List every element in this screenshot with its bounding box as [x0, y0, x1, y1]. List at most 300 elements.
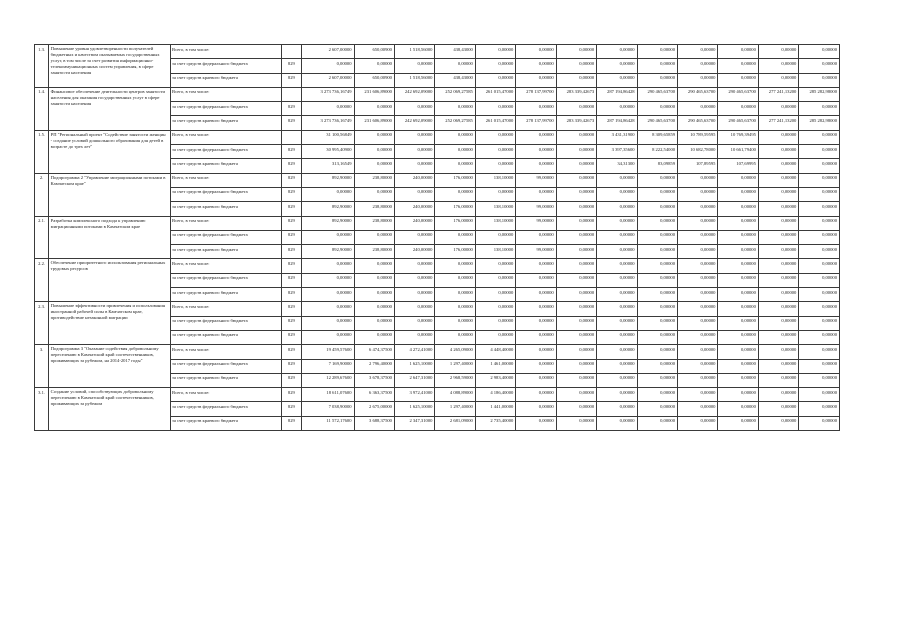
- year-amount: 0,00000: [516, 373, 556, 387]
- year-amount: 0,00000: [435, 187, 475, 201]
- year-amount: 34,31300: [597, 159, 637, 173]
- year-amount: 0,00000: [516, 145, 556, 159]
- grbs-code: 829: [281, 230, 301, 244]
- funding-source: за счет средств федерального бюджета: [170, 316, 281, 330]
- table-row: [35, 173, 840, 187]
- year-amount: 0,00000: [394, 187, 434, 201]
- year-amount: 0,00000: [758, 202, 798, 216]
- year-amount: 0,00000: [556, 245, 596, 259]
- table-row: [35, 259, 840, 273]
- year-amount: 0,00000: [597, 388, 637, 402]
- section-name: Повышение уровня удовлетворенности получателей бюджетных и качеством оказываемых государственных услуг, в том числе за счет развития информационно-телекоммуникационных систем управления, в сфере занятости населения: [49, 45, 170, 88]
- total-amount: 31 100,56849: [301, 130, 354, 144]
- year-amount: 10 789,59595: [678, 130, 718, 144]
- year-amount: 0,00000: [637, 59, 677, 73]
- year-amount: 0,00000: [637, 173, 677, 187]
- year-amount: 0,00000: [597, 59, 637, 73]
- year-amount: 99,00000: [516, 202, 556, 216]
- year-amount: 0,00000: [556, 330, 596, 344]
- year-amount: 0,00000: [435, 273, 475, 287]
- grbs-code: 829: [281, 273, 301, 287]
- year-amount: 0,00000: [678, 202, 718, 216]
- year-amount: 290 465,63700: [678, 87, 718, 101]
- year-amount: 0,00000: [799, 316, 840, 330]
- grbs-code: 829: [281, 359, 301, 373]
- year-amount: 285 282,98000: [799, 87, 840, 101]
- year-amount: 0,00000: [597, 302, 637, 316]
- funding-source: за счет средств федерального бюджета: [170, 402, 281, 416]
- grbs-code: [281, 87, 301, 101]
- year-amount: 0,00000: [678, 102, 718, 116]
- year-amount: 0,00000: [435, 130, 475, 144]
- year-amount: 0,00000: [678, 302, 718, 316]
- year-amount: 0,00000: [556, 388, 596, 402]
- year-amount: 0,00000: [475, 288, 515, 302]
- year-amount: 0,00000: [678, 288, 718, 302]
- year-amount: 290 465,63700: [637, 87, 677, 101]
- year-amount: 0,00000: [354, 259, 394, 273]
- grbs-code: 829: [281, 388, 301, 402]
- year-amount: 0,00000: [758, 187, 798, 201]
- year-amount: 0,00000: [799, 288, 840, 302]
- year-amount: 0,00000: [718, 102, 758, 116]
- year-amount: 0,00000: [556, 130, 596, 144]
- year-amount: 8 309,65859: [637, 130, 677, 144]
- funding-source: за счет средств краевого бюджета: [170, 330, 281, 344]
- year-amount: 0,00000: [758, 159, 798, 173]
- year-amount: 0,00000: [758, 59, 798, 73]
- funding-source: за счет средств краевого бюджета: [170, 73, 281, 87]
- year-amount: 242 692,09000: [394, 87, 434, 101]
- year-amount: 138,10000: [475, 173, 515, 187]
- year-amount: 2 983,40000: [475, 373, 515, 387]
- funding-source: за счет средств федерального бюджета: [170, 230, 281, 244]
- year-amount: 240,00000: [394, 216, 434, 230]
- year-amount: 0,00000: [758, 273, 798, 287]
- total-amount: 19 459,57600: [301, 345, 354, 359]
- year-amount: 0,00000: [597, 259, 637, 273]
- year-amount: 287 194,86428: [597, 87, 637, 101]
- year-amount: 6 474,37500: [354, 345, 394, 359]
- grbs-code: 829: [281, 416, 301, 430]
- funding-source: Всего, в том числе:: [170, 173, 281, 187]
- year-amount: 99,00000: [516, 173, 556, 187]
- year-amount: 0,00000: [799, 216, 840, 230]
- year-amount: 0,00000: [394, 145, 434, 159]
- total-amount: 0,00000: [301, 102, 354, 116]
- year-amount: 0,00000: [556, 45, 596, 59]
- grbs-code: 829: [281, 59, 301, 73]
- year-amount: 0,00000: [394, 230, 434, 244]
- year-amount: 0,00000: [758, 288, 798, 302]
- year-amount: 0,00000: [556, 230, 596, 244]
- year-amount: 0,00000: [799, 359, 840, 373]
- year-amount: 0,00000: [678, 216, 718, 230]
- year-amount: 650,00900: [354, 73, 394, 87]
- funding-source: за счет средств краевого бюджета: [170, 288, 281, 302]
- total-amount: 7 038,90000: [301, 402, 354, 416]
- year-amount: 2 735,40000: [475, 416, 515, 430]
- grbs-code: 829: [281, 187, 301, 201]
- year-amount: 0,00000: [637, 273, 677, 287]
- year-amount: 0,00000: [394, 102, 434, 116]
- year-amount: 176,00000: [435, 202, 475, 216]
- year-amount: 0,00000: [435, 302, 475, 316]
- year-amount: 0,00000: [718, 259, 758, 273]
- section-name: Обеспечение приоритетного использования региональных трудовых ресурсов: [49, 259, 170, 302]
- year-amount: 0,00000: [435, 102, 475, 116]
- year-amount: 0,00000: [637, 402, 677, 416]
- year-amount: 0,00000: [597, 216, 637, 230]
- year-amount: 240,00000: [394, 202, 434, 216]
- total-amount: 313,16549: [301, 159, 354, 173]
- year-amount: 176,00000: [435, 216, 475, 230]
- year-amount: 0,00000: [799, 130, 840, 144]
- year-amount: 0,00000: [799, 402, 840, 416]
- year-amount: 285 282,98000: [799, 116, 840, 130]
- year-amount: 0,00000: [718, 359, 758, 373]
- year-amount: 0,00000: [516, 102, 556, 116]
- year-amount: 0,00000: [718, 173, 758, 187]
- year-amount: 0,00000: [556, 316, 596, 330]
- section-name: Разработка комплексного подхода к управлению миграционными потоками в Камчатском крае: [49, 216, 170, 259]
- year-amount: 0,00000: [637, 216, 677, 230]
- year-amount: 0,00000: [475, 159, 515, 173]
- section-number: 1.4.: [35, 87, 49, 130]
- year-amount: 10 682,78000: [678, 145, 718, 159]
- total-amount: 0,00000: [301, 230, 354, 244]
- year-amount: 0,00000: [597, 373, 637, 387]
- year-amount: 283 339,42673: [556, 116, 596, 130]
- year-amount: 0,00000: [516, 230, 556, 244]
- funding-source: Всего, в том числе:: [170, 130, 281, 144]
- year-amount: 2 647,31000: [394, 373, 434, 387]
- funding-source: за счет средств краевого бюджета: [170, 159, 281, 173]
- year-amount: 8 222,54000: [637, 145, 677, 159]
- year-amount: 438,43000: [435, 45, 475, 59]
- section-number: 2.2.: [35, 259, 49, 302]
- year-amount: 0,00000: [354, 302, 394, 316]
- year-amount: 0,00000: [435, 259, 475, 273]
- year-amount: 0,00000: [475, 102, 515, 116]
- year-amount: 0,00000: [516, 330, 556, 344]
- year-amount: 0,00000: [597, 73, 637, 87]
- year-amount: 3 972,41000: [394, 388, 434, 402]
- year-amount: 0,00000: [637, 102, 677, 116]
- section-name: Подпрограмма 3 "Оказание содействия добровольному переселению в Камчатский край соотечественников, проживающих за рубежом, на 2014-2017 годы": [49, 345, 170, 388]
- grbs-code: 829: [281, 173, 301, 187]
- year-amount: 0,00000: [799, 373, 840, 387]
- year-amount: 0,00000: [758, 245, 798, 259]
- year-amount: 2 968,59000: [435, 373, 475, 387]
- year-amount: 0,00000: [556, 288, 596, 302]
- year-amount: 0,00000: [799, 230, 840, 244]
- year-amount: 0,00000: [758, 73, 798, 87]
- year-amount: 0,00000: [718, 245, 758, 259]
- year-amount: 2 675,00000: [354, 402, 394, 416]
- grbs-code: 829: [281, 102, 301, 116]
- total-amount: 3 273 736,16749: [301, 116, 354, 130]
- grbs-code: 829: [281, 259, 301, 273]
- year-amount: 0,00000: [597, 187, 637, 201]
- year-amount: 1 297,40000: [435, 359, 475, 373]
- year-amount: 0,00000: [516, 73, 556, 87]
- year-amount: 0,00000: [758, 359, 798, 373]
- year-amount: 4 272,41000: [394, 345, 434, 359]
- total-amount: 892,90000: [301, 202, 354, 216]
- year-amount: 0,00000: [758, 345, 798, 359]
- year-amount: 0,00000: [597, 316, 637, 330]
- year-amount: 1 625,10000: [394, 359, 434, 373]
- year-amount: 0,00000: [758, 45, 798, 59]
- year-amount: 240,00000: [394, 245, 434, 259]
- year-amount: 0,00000: [799, 259, 840, 273]
- table-row: [35, 388, 840, 402]
- year-amount: 0,00000: [475, 273, 515, 287]
- total-amount: 30 995,40900: [301, 145, 354, 159]
- year-amount: 0,00000: [718, 402, 758, 416]
- year-amount: 0,00000: [556, 416, 596, 430]
- year-amount: 0,00000: [354, 316, 394, 330]
- year-amount: 0,00000: [637, 288, 677, 302]
- year-amount: 138,10000: [475, 245, 515, 259]
- year-amount: 0,00000: [516, 187, 556, 201]
- table-row: [35, 302, 840, 316]
- year-amount: 0,00000: [678, 59, 718, 73]
- year-amount: 0,00000: [394, 130, 434, 144]
- year-amount: 0,00000: [637, 202, 677, 216]
- year-amount: 0,00000: [556, 145, 596, 159]
- year-amount: 0,00000: [799, 273, 840, 287]
- year-amount: 0,00000: [678, 402, 718, 416]
- section-name: РП "Региональный проект "Содействие занятости женщин - создание условий дошкольного образования для детей в возрасте до трех лет": [49, 130, 170, 173]
- funding-source: Всего, в том числе:: [170, 345, 281, 359]
- year-amount: 0,00000: [678, 73, 718, 87]
- year-amount: 0,00000: [354, 59, 394, 73]
- year-amount: 0,00000: [678, 173, 718, 187]
- year-amount: 0,00000: [556, 216, 596, 230]
- total-amount: 892,90000: [301, 173, 354, 187]
- year-amount: 0,00000: [678, 416, 718, 430]
- year-amount: 83,09859: [637, 159, 677, 173]
- year-amount: 0,00000: [394, 259, 434, 273]
- year-amount: 0,00000: [678, 330, 718, 344]
- year-amount: 2 796,40000: [354, 359, 394, 373]
- year-amount: 0,00000: [799, 45, 840, 59]
- grbs-code: 829: [281, 402, 301, 416]
- grbs-code: 829: [281, 216, 301, 230]
- year-amount: 99,00000: [516, 245, 556, 259]
- year-amount: 0,00000: [758, 173, 798, 187]
- section-name: Финансовое обеспечение деятельности центров занятости населения для оказания государственных услуг в сфере занятости населения: [49, 87, 170, 130]
- year-amount: 0,00000: [758, 230, 798, 244]
- total-amount: 892,90000: [301, 245, 354, 259]
- year-amount: 0,00000: [758, 102, 798, 116]
- year-amount: 0,00000: [475, 302, 515, 316]
- funding-source: Всего, в том числе:: [170, 216, 281, 230]
- year-amount: 261 015,47000: [475, 87, 515, 101]
- year-amount: 0,00000: [597, 202, 637, 216]
- year-amount: 2 347,31000: [394, 416, 434, 430]
- year-amount: 231 606,89000: [354, 87, 394, 101]
- year-amount: 0,00000: [799, 302, 840, 316]
- budget-table: [34, 44, 840, 431]
- year-amount: 290 465,63700: [718, 116, 758, 130]
- total-amount: 18 611,07600: [301, 388, 354, 402]
- funding-source: за счет средств краевого бюджета: [170, 373, 281, 387]
- year-amount: 3 688,37500: [354, 416, 394, 430]
- year-amount: 0,00000: [718, 416, 758, 430]
- year-amount: 0,00000: [597, 45, 637, 59]
- year-amount: 0,00000: [435, 316, 475, 330]
- funding-source: за счет средств федерального бюджета: [170, 102, 281, 116]
- grbs-code: 829: [281, 202, 301, 216]
- table-row: [35, 130, 840, 144]
- funding-source: за счет средств краевого бюджета: [170, 416, 281, 430]
- year-amount: 0,00000: [799, 187, 840, 201]
- year-amount: 0,00000: [637, 330, 677, 344]
- year-amount: 0,00000: [637, 230, 677, 244]
- year-amount: 0,00000: [597, 288, 637, 302]
- year-amount: 3 397,35600: [597, 145, 637, 159]
- year-amount: 0,00000: [354, 102, 394, 116]
- year-amount: 0,00000: [435, 59, 475, 73]
- year-amount: 0,00000: [758, 302, 798, 316]
- total-amount: 11 572,17600: [301, 416, 354, 430]
- year-amount: 0,00000: [718, 388, 758, 402]
- year-amount: 0,00000: [758, 130, 798, 144]
- year-amount: 0,00000: [475, 316, 515, 330]
- year-amount: 0,00000: [637, 359, 677, 373]
- year-amount: 238,80000: [354, 173, 394, 187]
- section-number: 2.3.: [35, 302, 49, 345]
- year-amount: 0,00000: [516, 402, 556, 416]
- year-amount: 0,00000: [799, 145, 840, 159]
- year-amount: 0,00000: [799, 173, 840, 187]
- year-amount: 0,00000: [678, 345, 718, 359]
- year-amount: 0,00000: [556, 273, 596, 287]
- year-amount: 0,00000: [718, 316, 758, 330]
- year-amount: 0,00000: [799, 59, 840, 73]
- year-amount: 0,00000: [678, 230, 718, 244]
- year-amount: 0,00000: [678, 245, 718, 259]
- year-amount: 0,00000: [718, 373, 758, 387]
- total-amount: 7 169,90000: [301, 359, 354, 373]
- year-amount: 0,00000: [516, 45, 556, 59]
- year-amount: 0,00000: [597, 173, 637, 187]
- year-amount: 278 137,99700: [516, 116, 556, 130]
- year-amount: 4 265,09000: [435, 345, 475, 359]
- year-amount: 231 606,89000: [354, 116, 394, 130]
- year-amount: 0,00000: [637, 187, 677, 201]
- year-amount: 176,00000: [435, 245, 475, 259]
- year-amount: 138,10000: [475, 202, 515, 216]
- grbs-code: 829: [281, 316, 301, 330]
- year-amount: 107,69995: [718, 159, 758, 173]
- section-number: 3.1.: [35, 388, 49, 431]
- year-amount: 3 678,37500: [354, 373, 394, 387]
- year-amount: 0,00000: [475, 187, 515, 201]
- year-amount: 0,00000: [597, 230, 637, 244]
- year-amount: 278 137,99700: [516, 87, 556, 101]
- year-amount: 2 681,09000: [435, 416, 475, 430]
- year-amount: 0,00000: [435, 288, 475, 302]
- year-amount: 1 518,56000: [394, 73, 434, 87]
- year-amount: 240,00000: [394, 173, 434, 187]
- year-amount: 0,00000: [637, 302, 677, 316]
- table-row: [35, 45, 840, 59]
- year-amount: 277 241,13200: [758, 87, 798, 101]
- year-amount: 0,00000: [637, 259, 677, 273]
- year-amount: 0,00000: [799, 416, 840, 430]
- year-amount: 99,00000: [516, 216, 556, 230]
- section-number: 2.1.: [35, 216, 49, 259]
- year-amount: 0,00000: [597, 359, 637, 373]
- funding-source: за счет средств федерального бюджета: [170, 59, 281, 73]
- year-amount: 0,00000: [799, 102, 840, 116]
- total-amount: 12 289,67600: [301, 373, 354, 387]
- year-amount: 107,89595: [678, 159, 718, 173]
- funding-source: Всего, в том числе:: [170, 388, 281, 402]
- total-amount: 2 607,00000: [301, 73, 354, 87]
- total-amount: 0,00000: [301, 259, 354, 273]
- year-amount: 0,00000: [394, 330, 434, 344]
- year-amount: 261 015,47000: [475, 116, 515, 130]
- year-amount: 0,00000: [354, 230, 394, 244]
- grbs-code: 829: [281, 145, 301, 159]
- year-amount: 0,00000: [516, 416, 556, 430]
- year-amount: 0,00000: [718, 45, 758, 59]
- year-amount: 0,00000: [516, 302, 556, 316]
- year-amount: 0,00000: [394, 273, 434, 287]
- year-amount: 252 069,27585: [435, 116, 475, 130]
- total-amount: 2 607,00000: [301, 45, 354, 59]
- year-amount: 0,00000: [758, 316, 798, 330]
- year-amount: 0,00000: [758, 216, 798, 230]
- year-amount: 0,00000: [516, 259, 556, 273]
- total-amount: 892,90000: [301, 216, 354, 230]
- year-amount: 0,00000: [799, 330, 840, 344]
- section-number: 2.: [35, 173, 49, 216]
- year-amount: 0,00000: [718, 187, 758, 201]
- year-amount: 0,00000: [516, 388, 556, 402]
- year-amount: 0,00000: [475, 45, 515, 59]
- table-row: [35, 87, 840, 101]
- year-amount: 4 088,89000: [435, 388, 475, 402]
- year-amount: 0,00000: [678, 388, 718, 402]
- year-amount: 4 186,40000: [475, 388, 515, 402]
- grbs-code: 829: [281, 116, 301, 130]
- year-amount: 0,00000: [637, 416, 677, 430]
- year-amount: 0,00000: [758, 388, 798, 402]
- funding-source: за счет средств федерального бюджета: [170, 273, 281, 287]
- year-amount: 0,00000: [435, 330, 475, 344]
- year-amount: 0,00000: [758, 402, 798, 416]
- year-amount: 0,00000: [556, 187, 596, 201]
- year-amount: 0,00000: [516, 130, 556, 144]
- year-amount: 0,00000: [597, 416, 637, 430]
- year-amount: 287 194,86428: [597, 116, 637, 130]
- year-amount: 242 692,09000: [394, 116, 434, 130]
- year-amount: 0,00000: [718, 59, 758, 73]
- table-row: [35, 345, 840, 359]
- year-amount: 4 448,40000: [475, 345, 515, 359]
- year-amount: 0,00000: [718, 216, 758, 230]
- year-amount: 0,00000: [637, 73, 677, 87]
- year-amount: 0,00000: [556, 102, 596, 116]
- year-amount: 0,00000: [556, 73, 596, 87]
- year-amount: 0,00000: [718, 302, 758, 316]
